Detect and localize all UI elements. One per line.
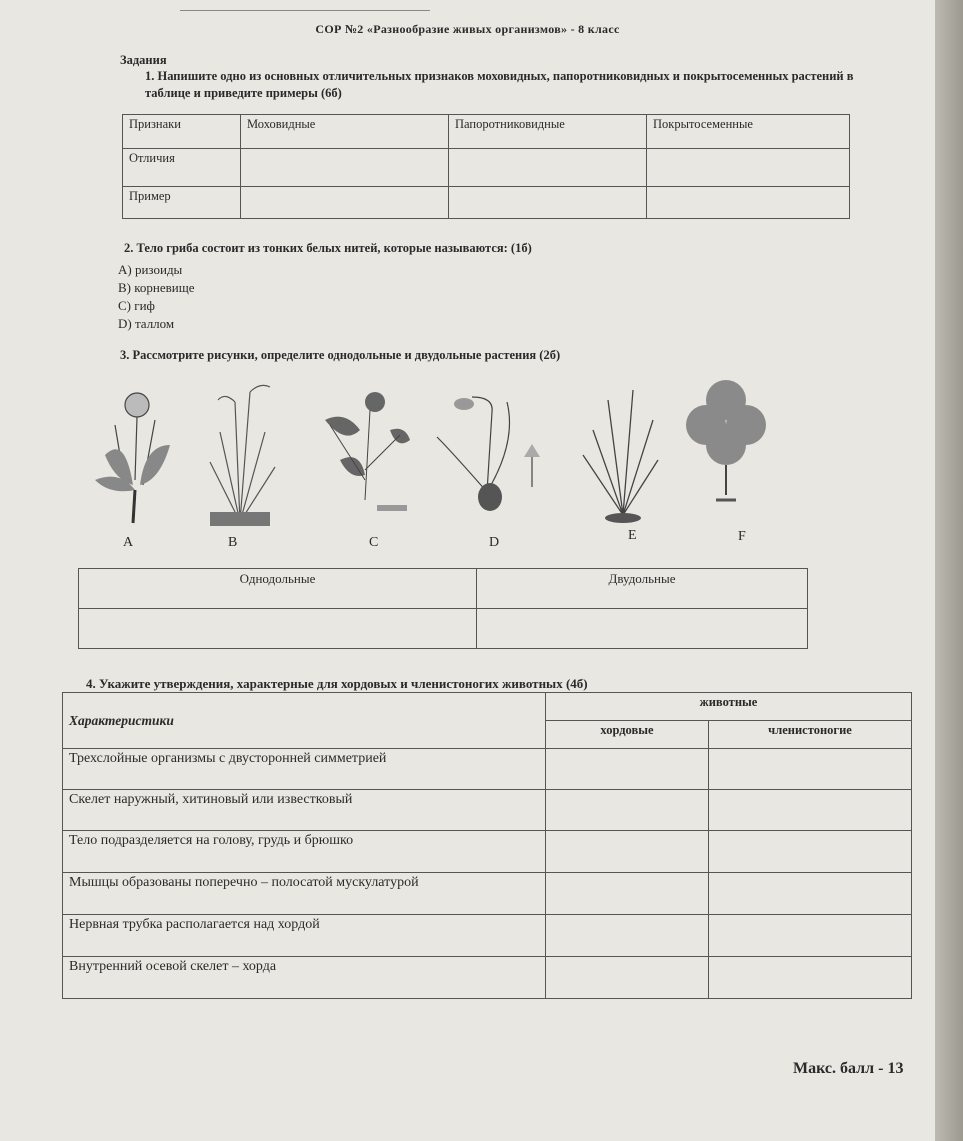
- chordates-answer-cell[interactable]: [546, 790, 709, 831]
- task1-question: 1. Напишите одно из основных отличительных признаков моховидных, папоротниковидных и покрытосеменных растений в таблице и приведите примеры (6б): [145, 69, 854, 100]
- monocot-header: Однодольные: [79, 569, 477, 609]
- characteristic-row-label: Мышцы образованы поперечно – полосатой мускулатурой: [63, 873, 546, 915]
- task3-table: [78, 568, 808, 649]
- characteristic-row-label: Внутренний осевой скелет – хорда: [63, 957, 546, 999]
- task3-question: 3. Рассмотрите рисунки, определите однодольные и двудольные растения (2б): [120, 348, 561, 362]
- task1-row-label: Отличия: [123, 149, 241, 187]
- dicot-header: Двудольные: [477, 569, 808, 609]
- task2-option: A) ризоиды: [118, 262, 183, 277]
- poppy-plant-icon: [305, 380, 425, 520]
- figure-label: E: [628, 528, 637, 543]
- chordates-header: хордовые: [546, 721, 709, 749]
- dicot-answer-cell[interactable]: [477, 609, 808, 649]
- arthropods-answer-cell[interactable]: [709, 915, 912, 957]
- task1-answer-cell[interactable]: [241, 149, 449, 187]
- task1-answer-cell[interactable]: [449, 149, 647, 187]
- tasks-header: Задания: [120, 53, 167, 67]
- task1-header-1: Моховидные: [241, 115, 449, 149]
- task1-answer-cell[interactable]: [647, 149, 850, 187]
- task2-option: B) корневище: [118, 280, 195, 295]
- task2-question: 2. Тело гриба состоит из тонких белых нитей, которые называются: (1б): [124, 241, 532, 255]
- characteristics-header: Характеристики: [63, 693, 546, 749]
- chordates-answer-cell[interactable]: [546, 915, 709, 957]
- arthropods-answer-cell[interactable]: [709, 790, 912, 831]
- task1-answer-cell[interactable]: [241, 187, 449, 219]
- task1-header-2: Папоротниковидные: [449, 115, 647, 149]
- task4-table: [62, 692, 912, 999]
- bush-plant-icon: [676, 370, 776, 510]
- task1-header-3: Покрытосеменные: [647, 115, 850, 149]
- task1-answer-cell[interactable]: [449, 187, 647, 219]
- task1-answer-cell[interactable]: [647, 187, 850, 219]
- figure-label: A: [123, 535, 134, 550]
- characteristic-row-label: Тело подразделяется на голову, грудь и брюшко: [63, 831, 546, 873]
- top-strip: [180, 0, 430, 11]
- max-score: Макс. балл - 13: [793, 1060, 904, 1077]
- chordates-answer-cell[interactable]: [546, 749, 709, 790]
- characteristic-row-label: Скелет наружный, хитиновый или известковый: [63, 790, 546, 831]
- monocot-answer-cell[interactable]: [79, 609, 477, 649]
- arthropods-header: членистоногие: [709, 721, 912, 749]
- task4-question: 4. Укажите утверждения, характерные для хордовых и членистоногих животных (4б): [86, 676, 588, 691]
- task2-option: C) гиф: [118, 298, 155, 313]
- figure-label: C: [369, 535, 379, 550]
- chordates-answer-cell[interactable]: [546, 957, 709, 999]
- task1-table: [122, 114, 850, 219]
- chordates-answer-cell[interactable]: [546, 873, 709, 915]
- page-edge: [935, 0, 963, 1141]
- grass-plant-icon: [190, 372, 290, 532]
- bulb-flower-plant-icon: [432, 382, 552, 522]
- characteristic-row-label: Трехслойные организмы с двусторонней симметрией: [63, 749, 546, 790]
- animals-header: животные: [546, 693, 912, 721]
- dandelion-plant-icon: [85, 385, 185, 525]
- figure-label: B: [228, 535, 238, 550]
- figure-label: D: [489, 535, 500, 550]
- arthropods-answer-cell[interactable]: [709, 957, 912, 999]
- task2-option: D) таллом: [118, 316, 175, 331]
- arthropods-answer-cell[interactable]: [709, 749, 912, 790]
- figure-label: F: [738, 529, 746, 544]
- sedge-plant-icon: [568, 380, 668, 525]
- page-title: СОР №2 «Разнообразие живых организмов» - 8 класс: [315, 22, 620, 36]
- chordates-answer-cell[interactable]: [546, 831, 709, 873]
- characteristic-row-label: Нервная трубка располагается над хордой: [63, 915, 546, 957]
- arthropods-answer-cell[interactable]: [709, 873, 912, 915]
- task1-row-label: Пример: [123, 187, 241, 219]
- arthropods-answer-cell[interactable]: [709, 831, 912, 873]
- task1-header-0: Признаки: [123, 115, 241, 149]
